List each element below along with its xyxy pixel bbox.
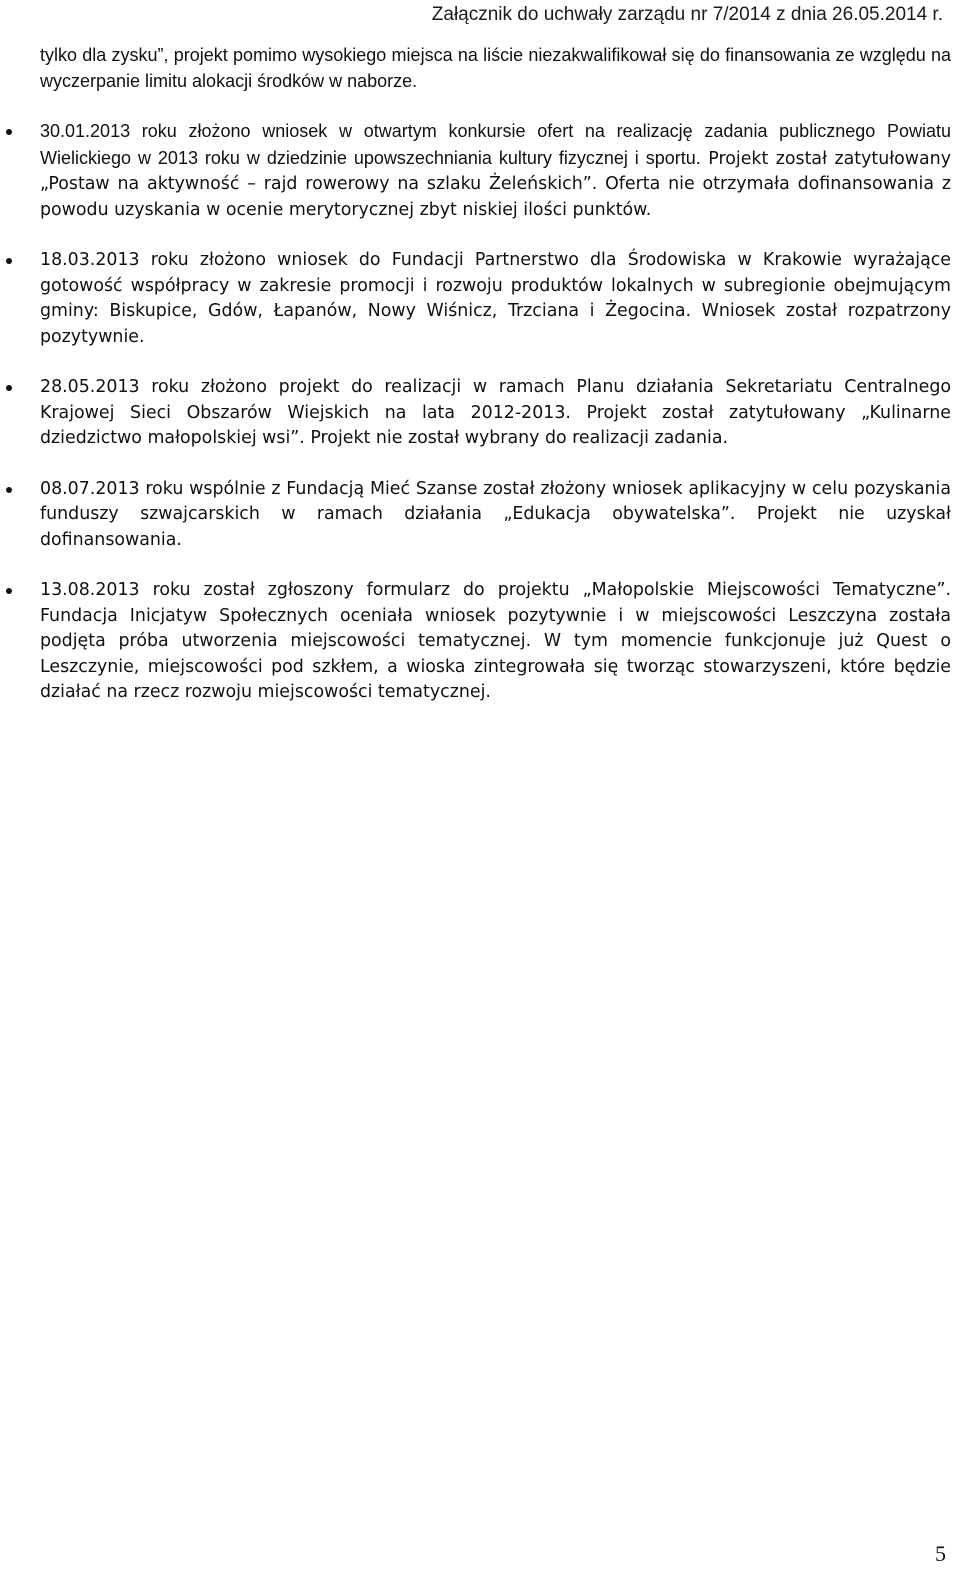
list-item bbox=[0, 477, 951, 554]
bullet-icon bbox=[6, 385, 12, 391]
list-item bbox=[0, 578, 951, 706]
list-item-text-b: Projekt został zatytułowany „Postaw na aktywność – rajd rowerowy na szlaku Żeleńskich”. Oferta nie otrzymała dofinansowania z powodu uzyskania w ocenie merytorycznej zbyt niskiej ilości punktów. bbox=[40, 148, 951, 220]
intro-paragraph: tylko dla zysku”, projekt pomimo wysokiego miejsca na liście niezakwalifikował się do finansowania ze względu na wyczerpanie limitu alokacji środków w naborze. bbox=[40, 45, 951, 91]
list-item-text: 18.03.2013 roku złożono wniosek do Fundacji Partnerstwo dla Środowiska w Krakowie wyrażające gotowość współpracy w zakresie promocji i rozwoju produktów lokalnych w subregionie obejmującym gminy: Biskupice, Gdów, Łapanów, Nowy Wiśnicz, Trzciana i Żegocina. Wniosek został rozpatrzony pozytywnie. bbox=[40, 250, 951, 347]
bullet-icon bbox=[6, 258, 12, 264]
bullet-icon bbox=[6, 129, 12, 135]
document-header: Załącznik do uchwały zarządu nr 7/2014 z dnia 26.05.2014 r. bbox=[431, 4, 943, 25]
list-item-text-a: 30.01.2013 roku złożono wniosek w otwartym konkursie ofert na realizację zadania publicznego Powiatu Wielickiego w 2013 roku w dziedzinie upowszechniania kultury fizycznej i sportu. bbox=[40, 121, 951, 168]
list-item bbox=[0, 248, 951, 350]
page-number: 5 bbox=[935, 1541, 946, 1566]
bullet-list bbox=[0, 119, 960, 731]
list-item-text: 08.07.2013 roku wspólnie z Fundacją Mieć Szanse został złożony wniosek aplikacyjny w celu pozyskania funduszy szwajcarskich w ramach działania „Edukacja obywatelska”. Projekt nie uzyskał dofinansowania. bbox=[40, 478, 951, 550]
bullet-icon bbox=[6, 588, 12, 594]
bullet-icon bbox=[6, 487, 12, 493]
list-item-text: 13.08.2013 roku został zgłoszony formularz do projektu „Małopolskie Miejscowości Tematyczne”. Fundacja Inicjatyw Społecznych oceniała wniosek pozytywnie i w miejscowości Leszczyna została podjęta próba utworzenia miejscowości tematycznej. W tym momencie funkcjonuje już Quest o Leszczynie, miejscowości pod szkłem, a wioska zintegrowała się tworząc stowarzyszeni, które będzie działać na rzecz rozwoju miejscowości tematycznej. bbox=[40, 580, 951, 702]
list-item bbox=[0, 375, 951, 452]
list-item-text: 28.05.2013 roku złożono projekt do realizacji w ramach Planu działania Sekretariatu Centralnego Krajowej Sieci Obszarów Wiejskich na lata 2012-2013. Projekt został zatytułowany „Kulinarne dziedzictwo małopolskiej wsi”. Projekt nie został wybrany do realizacji zadania. bbox=[40, 377, 951, 448]
list-item bbox=[0, 119, 951, 223]
